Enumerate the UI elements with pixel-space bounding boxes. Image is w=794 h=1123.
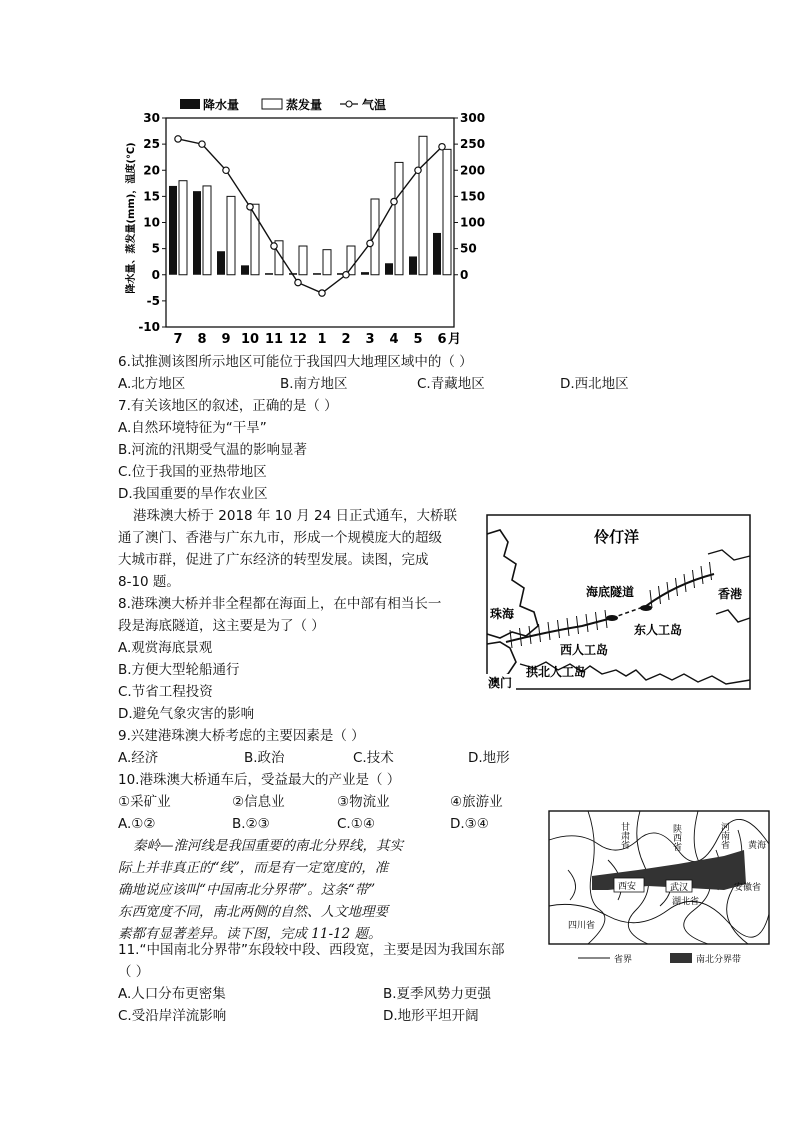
west-island-icon — [606, 615, 618, 621]
q8-text-line-1: 8.港珠澳大桥并非全程都在海面上，在中部有相当长一 — [118, 596, 442, 612]
left-tick-label: 15 — [143, 189, 160, 204]
legend-temp-marker — [346, 101, 352, 107]
precip-bar — [265, 273, 273, 275]
bridge-intro-line-1: 港珠澳大桥于 2018 年 10 月 24 日正式通车，大桥联 — [133, 508, 457, 524]
map-label-macau: 澳门 — [488, 676, 513, 690]
precip-bar — [433, 233, 441, 275]
qinling-intro-line-5: 素都有显著差异。读下图，完成 11-12 题。 — [118, 926, 382, 942]
q6-option-c[interactable]: C.青藏地区 — [417, 376, 485, 392]
temp-point — [415, 167, 421, 173]
temp-point — [199, 141, 205, 147]
right-tick-label: 0 — [460, 267, 469, 282]
right-tick-label: 250 — [460, 137, 486, 152]
q6-option-a[interactable]: A.北方地区 — [118, 376, 186, 392]
q8-option-d[interactable]: D.避免气象灾害的影响 — [118, 706, 255, 722]
temp-point — [295, 279, 301, 285]
left-tick-label: 25 — [143, 137, 160, 152]
map-label-west-island: 西人工岛 — [560, 643, 609, 657]
evap-bar — [179, 181, 187, 275]
q10-item-3: ③物流业 — [337, 794, 390, 810]
qmap-label-shaanxi: 陕西省 — [671, 824, 681, 851]
temp-point — [439, 144, 445, 150]
bridge-intro-line-2: 通了澳门、香港与广东九市，形成一个规模庞大的超级 — [118, 530, 442, 546]
precip-bar — [313, 273, 321, 275]
precip-bar — [217, 251, 225, 275]
temp-point — [247, 204, 253, 210]
month-label: 2 — [341, 332, 351, 347]
temp-point — [175, 136, 181, 142]
evap-bar — [227, 196, 235, 274]
left-tick-label: 30 — [143, 111, 160, 125]
bridge-intro-line-4: 8-10 题。 — [118, 574, 180, 590]
q10-text: 10.港珠澳大桥通车后，受益最大的产业是（ ） — [118, 772, 401, 788]
legend-precip-label: 降水量 — [203, 98, 240, 112]
legend-precip-swatch — [180, 99, 200, 109]
temp-point — [271, 243, 277, 249]
q7-option-c[interactable]: C.位于我国的亚热带地区 — [118, 464, 267, 480]
q8-option-c[interactable]: C.节省工程投资 — [118, 684, 213, 700]
month-label: 1 — [317, 332, 327, 347]
left-axis-label: 降水量、蒸发量(mm)，温度(℃) — [126, 142, 137, 294]
evap-bar — [419, 136, 427, 274]
q9-option-d[interactable]: D.地形 — [468, 750, 510, 766]
precip-bar — [361, 272, 369, 275]
map-label-tunnel: 海底隧道 — [586, 585, 635, 599]
temp-point — [223, 167, 229, 173]
right-tick-label: 50 — [460, 241, 477, 256]
temp-point — [367, 240, 373, 246]
qmap-label-xian: 西安 — [618, 882, 637, 892]
qinling-intro-line-4: 东西宽度不同，南北两侧的自然、人文地理要 — [118, 904, 388, 920]
q10-item-4: ④旅游业 — [450, 794, 503, 810]
right-tick-label: 300 — [460, 111, 486, 125]
map-label-gongbei: 拱北人工岛 — [526, 665, 587, 679]
temp-point — [319, 290, 325, 296]
legend-evap-label: 蒸发量 — [286, 98, 323, 112]
q10-option-c[interactable]: C.①④ — [337, 816, 375, 832]
precip-bar — [241, 265, 249, 274]
climate-chart — [118, 96, 486, 348]
east-island-icon — [640, 605, 652, 611]
evap-bar — [323, 250, 331, 275]
right-tick-label: 200 — [460, 163, 486, 178]
qinling-map — [548, 810, 770, 972]
map-label-zhuhai: 珠海 — [490, 607, 515, 621]
evap-bar — [395, 162, 403, 274]
q10-option-d[interactable]: D.③④ — [450, 816, 489, 832]
q7-option-b[interactable]: B.河流的汛期受气温的影响显著 — [118, 442, 308, 458]
q10-item-1: ①采矿业 — [118, 794, 171, 810]
qmap-label-gansu: 甘肃省 — [619, 822, 629, 849]
q10-option-a[interactable]: A.①② — [118, 816, 156, 832]
evap-bar — [371, 199, 379, 275]
q11-option-a[interactable]: A.人口分布更密集 — [118, 986, 226, 1002]
q6-text: 6.试推测该图所示地区可能位于我国四大地理区域中的（ ） — [118, 354, 473, 370]
month-label: 9 — [221, 332, 231, 347]
right-tick-label: 150 — [460, 189, 486, 204]
qmap-label-anhui: 安徽省 — [734, 883, 762, 893]
qinling-intro-line-1: 秦岭—淮河线是我国重要的南北分界线，其实 — [133, 838, 403, 854]
q11-option-d[interactable]: D.地形平坦开阔 — [383, 1008, 479, 1024]
temp-point — [391, 198, 397, 204]
q9-text: 9.兴建港珠澳大桥考虑的主要因素是（ ） — [118, 728, 365, 744]
qmap-label-wuhan: 武汉 — [670, 883, 689, 893]
q6-option-b[interactable]: B.南方地区 — [280, 376, 348, 392]
map-label-lingdingyang: 伶仃洋 — [594, 528, 640, 546]
map-label-east-island: 东人工岛 — [634, 623, 683, 637]
qmap-label-hubei: 湖北省 — [672, 897, 700, 907]
left-tick-label: 10 — [143, 215, 160, 230]
evap-bar — [203, 186, 211, 275]
temp-point — [343, 272, 349, 278]
month-label: 12 — [288, 332, 308, 347]
month-label: 6 — [437, 332, 447, 347]
left-tick-label: -5 — [146, 293, 160, 308]
month-label: 7 — [173, 332, 183, 347]
q11-paren: （ ） — [118, 964, 150, 980]
q8-option-b[interactable]: B.方便大型轮船通行 — [118, 662, 240, 678]
q9-option-c[interactable]: C.技术 — [353, 750, 394, 766]
qmap-label-yellow-sea: 黄海 — [748, 841, 767, 851]
q10-option-b[interactable]: B.②③ — [232, 816, 270, 832]
month-label: 5 — [413, 332, 423, 347]
map-label-hongkong: 香港 — [718, 587, 743, 601]
precip-bar — [409, 256, 417, 274]
q7-option-a[interactable]: A.自然环境特征为“干旱” — [118, 420, 267, 436]
qmap-legend-belt-swatch — [670, 953, 692, 963]
qmap-legend-border: 省界 — [614, 955, 633, 965]
legend-evap-swatch — [262, 99, 282, 109]
qmap-label-henan: 河南省 — [719, 822, 729, 849]
q7-text: 7.有关该地区的叙述，正确的是（ ） — [118, 398, 338, 414]
q8-text-line-2: 段是海底隧道，这主要是为了（ ） — [118, 618, 325, 634]
month-label: 11 — [264, 332, 284, 347]
q9-option-b[interactable]: B.政治 — [244, 750, 285, 766]
q7-option-d[interactable]: D.我国重要的旱作农业区 — [118, 486, 268, 502]
legend-temp-label: 气温 — [362, 98, 387, 112]
evap-bar — [443, 149, 451, 274]
right-tick-label: 100 — [460, 215, 486, 230]
qinling-intro-line-3: 确地说应该叫“中国南北分界带”。这条“带” — [118, 882, 376, 898]
evap-bar — [299, 246, 307, 275]
month-label: 4 — [389, 332, 399, 347]
month-label: 8 — [197, 332, 207, 347]
left-tick-label: 0 — [151, 267, 160, 282]
month-label: 3 — [365, 332, 375, 347]
precip-bar — [193, 191, 201, 275]
month-unit: 月 — [448, 332, 462, 347]
q11-option-b[interactable]: B.夏季风势力更强 — [383, 986, 492, 1002]
q6-option-d[interactable]: D.西北地区 — [560, 376, 629, 392]
bridge-intro-line-3: 大城市群，促进了广东经济的转型发展。读图，完成 — [118, 552, 429, 568]
q11-option-c[interactable]: C.受沿岸洋流影响 — [118, 1008, 227, 1024]
left-tick-label: 5 — [151, 241, 160, 256]
precip-bar — [385, 263, 393, 274]
qinling-intro-line-2: 际上并非真正的“线”，而是有一定宽度的，准 — [118, 860, 389, 876]
left-tick-label: 20 — [143, 163, 160, 178]
month-label: 10 — [240, 332, 260, 347]
q8-option-a[interactable]: A.观赏海底景观 — [118, 640, 213, 656]
qmap-label-sichuan: 四川省 — [568, 921, 596, 931]
precip-bar — [169, 186, 177, 275]
q9-option-a[interactable]: A.经济 — [118, 750, 159, 766]
q11-text: 11.“中国南北分界带”东段较中段、西段宽，主要是因为我国东部 — [118, 942, 505, 958]
bridge-map — [486, 514, 751, 690]
qmap-legend-belt: 南北分界带 — [696, 955, 742, 965]
q10-item-2: ②信息业 — [232, 794, 285, 810]
evap-bar — [347, 246, 355, 275]
left-tick-label: -10 — [138, 320, 160, 334]
